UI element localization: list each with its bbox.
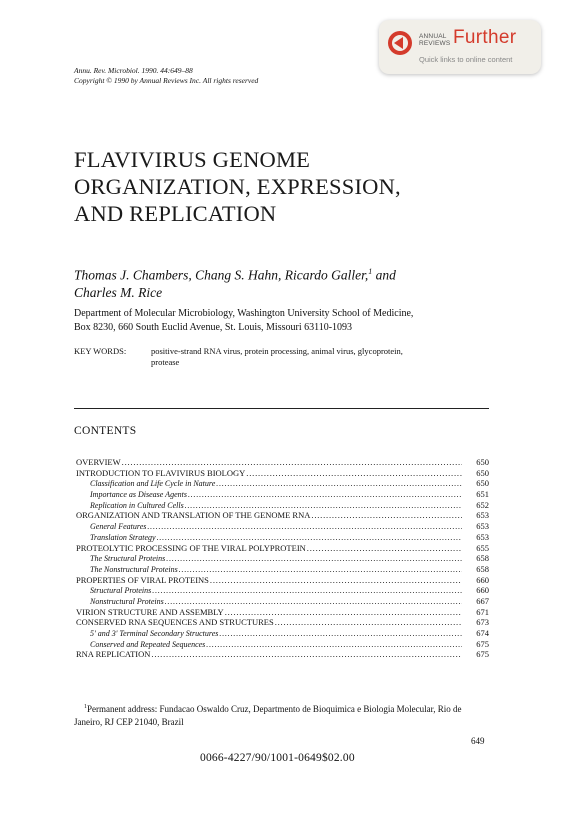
toc-leader-dots [275, 617, 462, 628]
contents-heading: CONTENTS [74, 425, 137, 437]
section-divider [74, 408, 489, 409]
toc-entry-page: 650 [476, 457, 489, 467]
title-line-1: FLAVIVIRUS GENOME [74, 147, 311, 172]
toc-leader-dots [216, 479, 462, 490]
toc-leader-dots [219, 629, 462, 640]
toc-entry-page: 675 [476, 638, 489, 649]
footnote-text: Permanent address: Fundacao Oswaldo Cruz, Departmento de Bioquimica e Biologia Molecular, Rio de Janeiro, RJ CEP 21040, Brazil [74, 704, 462, 727]
title-line-2: ORGANIZATION, EXPRESSION, [74, 174, 401, 199]
affiliation [74, 307, 492, 335]
toc-entry[interactable] [76, 468, 489, 479]
toc-entry-page: 671 [476, 606, 489, 617]
toc-entry-label: The Nonstructural Proteins [90, 564, 178, 574]
further-subtitle: Quick links to online content [419, 55, 513, 64]
play-back-arrow-icon [394, 37, 403, 49]
toc-entry-label: Translation Strategy [90, 532, 156, 542]
toc-leader-dots [188, 490, 462, 501]
author-list [74, 263, 492, 301]
toc-subentry[interactable] [76, 532, 489, 543]
affiliation-line-2: Box 8230, 660 South Euclid Avenue, St. Louis, Missouri 63110-1093 [74, 322, 353, 333]
keywords-label: KEY WORDS: [74, 346, 127, 356]
reviews-label: REVIEWS [419, 40, 451, 47]
toc-entry-label: PROPERTIES OF VIRAL PROTEINS [76, 574, 209, 585]
keywords-text [151, 346, 491, 367]
toc-leader-dots [147, 522, 462, 533]
toc-entry-label: General Features [90, 522, 147, 532]
toc-entry-page: 675 [476, 649, 489, 660]
toc-entry-label: PROTEOLYTIC PROCESSING OF THE VIRAL POLYPROTEIN [76, 542, 306, 553]
toc-leader-dots [307, 543, 462, 554]
authors-line-2: Charles M. Rice [74, 284, 163, 300]
toc-entry-label: INTRODUCTION TO FLAVIVIRUS BIOLOGY [76, 467, 246, 478]
toc-entry-label: ORGANIZATION AND TRANSLATION OF THE GENOME RNA [76, 510, 311, 521]
toc-entry-label: Importance as Disease Agents [90, 490, 187, 500]
affiliation-line-1: Department of Molecular Microbiology, Washington University School of Medicine, [74, 308, 414, 319]
toc-subentry[interactable] [76, 639, 489, 650]
toc-leader-dots [152, 586, 462, 597]
toc-entry[interactable] [76, 543, 489, 554]
toc-leader-dots [122, 457, 462, 468]
toc-entry-label: Structural Proteins [90, 586, 152, 596]
toc-subentry[interactable] [76, 564, 489, 575]
author-footnote-marker[interactable]: 1 [368, 267, 373, 276]
document-code: 0066-4227/90/1001-0649$02.00 [200, 752, 355, 764]
toc-leader-dots [166, 554, 462, 565]
authors-and: and [372, 267, 396, 283]
toc-subentry[interactable] [76, 596, 489, 607]
toc-entry-page: 660 [476, 574, 489, 585]
toc-entry-page: 653 [476, 531, 489, 542]
toc-leader-dots [311, 510, 462, 521]
annual-reviews-logo-text [419, 33, 450, 47]
toc-entry-label: Classification and Life Cycle in Nature [90, 479, 216, 489]
annual-label: ANNUAL [419, 33, 447, 40]
toc-entry[interactable] [76, 617, 489, 628]
toc-entry-label: VIRION STRUCTURE AND ASSEMBLY [76, 606, 224, 617]
toc-entry-page: 660 [476, 585, 489, 596]
toc-entry-page: 652 [476, 499, 489, 510]
toc-entry-label: CONSERVED RNA SEQUENCES AND STRUCTURES [76, 617, 274, 628]
toc-entry-page: 653 [476, 521, 489, 532]
toc-subentry[interactable] [76, 478, 489, 489]
footnote [74, 701, 491, 729]
toc-leader-dots [246, 468, 462, 479]
article-title [74, 146, 401, 227]
authors-line-1 [74, 263, 492, 284]
toc-entry[interactable] [76, 649, 489, 660]
citation-copyright: Copyright © 1990 by Annual Reviews Inc. All rights reserved [74, 76, 259, 85]
authors-names: Thomas J. Chambers, Chang S. Hahn, Ricardo Galler, [74, 267, 369, 283]
keywords-line-1: positive-strand RNA virus, protein processing, animal virus, glycoprotein, [151, 346, 403, 356]
annual-reviews-further-badge[interactable] [379, 20, 541, 74]
toc-entry-page: 667 [476, 595, 489, 606]
toc-entry-page: 658 [476, 563, 489, 574]
toc-entry-label: 5' and 3' Terminal Secondary Structures [90, 629, 219, 638]
page-number: 649 [471, 736, 485, 746]
toc-leader-dots [151, 649, 462, 660]
toc-entry-label: RNA REPLICATION [76, 649, 151, 660]
toc-entry[interactable] [76, 457, 489, 468]
toc-entry-page: 658 [476, 553, 489, 564]
toc-entry[interactable] [76, 510, 489, 521]
further-label: Further [453, 27, 517, 48]
toc-entry-label: OVERVIEW [76, 457, 121, 467]
toc-entry-page: 650 [476, 478, 489, 489]
footnote-marker: 1 [84, 704, 87, 710]
toc-entry[interactable] [76, 575, 489, 586]
citation-journal: Annu. Rev. Microbiol. 1990. 44:649–88 [74, 66, 193, 75]
toc-entry-page: 673 [476, 617, 489, 628]
toc-entry-page: 655 [476, 542, 489, 553]
toc-subentry[interactable] [76, 489, 489, 500]
title-line-3: AND REPLICATION [74, 201, 277, 226]
toc-entry-page: 651 [476, 489, 489, 500]
toc-subentry[interactable] [76, 521, 489, 532]
toc-entry-page: 674 [476, 628, 489, 638]
toc-subentry[interactable] [76, 628, 489, 639]
toc-subentry[interactable] [76, 553, 489, 564]
toc-entry-label: Conserved and Repeated Sequences [90, 639, 206, 649]
keywords-line-2: protease [151, 356, 180, 367]
toc-subentry[interactable] [76, 585, 489, 596]
citation-header [74, 66, 258, 86]
toc-entry-page: 650 [476, 467, 489, 478]
toc-entry-label: Nonstructural Proteins [90, 596, 164, 606]
table-of-contents [76, 457, 489, 660]
toc-entry-label: Replication in Cultured Cells [90, 500, 184, 510]
toc-entry[interactable] [76, 607, 489, 618]
toc-subentry[interactable] [76, 500, 489, 511]
toc-entry-label: The Structural Proteins [90, 554, 166, 564]
toc-leader-dots [210, 575, 462, 586]
toc-entry-page: 653 [476, 510, 489, 521]
toc-leader-dots [225, 607, 462, 618]
